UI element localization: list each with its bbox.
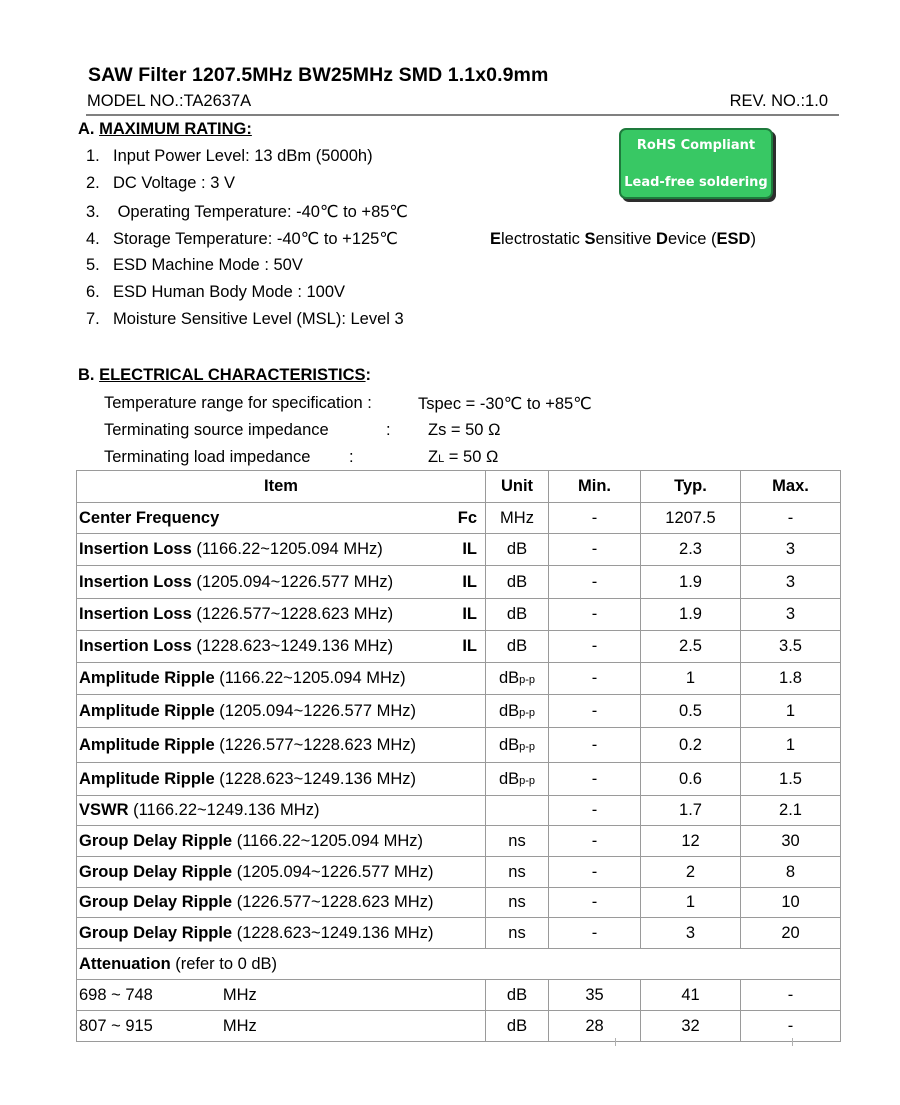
- header-unit: Unit: [486, 471, 549, 503]
- rohs-compliant-label: RoHS Compliant: [636, 138, 756, 153]
- load-impedance-label: Terminating load impedance: [104, 448, 311, 466]
- section-a-prefix: A.: [78, 120, 100, 138]
- table-row: Group Delay Ripple (1226.577~1228.623 MHz) ns - 1 10: [77, 888, 841, 918]
- parameter-symbol: Fc: [457, 508, 477, 527]
- list-item: 3. Operating Temperature: -40℃ to +85℃: [86, 203, 408, 221]
- parameter-symbol: IL: [462, 572, 477, 591]
- table-row: VSWR (1166.22~1249.136 MHz) - 1.7 2.1: [77, 796, 841, 826]
- table-row: Insertion Loss (1226.577~1228.623 MHz) IL dB - 1.9 3: [77, 599, 841, 631]
- attenuation-body: [77, 949, 841, 1042]
- table-row: Insertion Loss (1205.094~1226.577 MHz) IL dB - 1.9 3: [77, 566, 841, 599]
- attenuation-note: (refer to 0 dB): [170, 954, 278, 973]
- section-a-title: MAXIMUM RATING:: [99, 120, 252, 138]
- load-impedance-sep: :: [349, 448, 354, 466]
- table-row: 807 ~ 915 MHz dB 28 32 -: [77, 1011, 841, 1042]
- parameter-symbol: IL: [462, 637, 477, 655]
- table-row: Amplitude Ripple (1228.623~1249.136 MHz) dBp-p - 0.6 1.5: [77, 763, 841, 796]
- parameter-symbol: IL: [462, 540, 477, 558]
- table-row: Insertion Loss (1166.22~1205.094 MHz) IL dB - 2.3 3: [77, 534, 841, 566]
- load-impedance-value: ZL = 50 Ω: [428, 448, 499, 466]
- footer-tick: [792, 1038, 793, 1046]
- table-row: Group Delay Ripple (1205.094~1226.577 MHz) ns - 2 8: [77, 857, 841, 888]
- header-typ: Typ.: [641, 471, 741, 503]
- header-max: Max.: [741, 471, 841, 503]
- section-a-heading: [78, 120, 252, 139]
- table-row: Group Delay Ripple (1166.22~1205.094 MHz) ns - 12 30: [77, 826, 841, 857]
- revision-number: REV. NO.:1.0: [729, 92, 828, 110]
- footer-tick: [615, 1038, 616, 1046]
- list-item: 1. Input Power Level: 13 dBm (5000h): [86, 147, 373, 165]
- header-divider: [86, 114, 839, 116]
- temp-range-label: Temperature range for specification :: [104, 394, 372, 412]
- list-item: 6. ESD Human Body Mode : 100V: [86, 283, 346, 301]
- temp-range-value: Tspec = -30℃ to +85℃: [418, 395, 592, 413]
- document-title: SAW Filter 1207.5MHz BW25MHz SMD 1.1x0.9mm: [88, 64, 549, 86]
- table-body: [77, 503, 841, 949]
- section-b-heading: B. ELECTRICAL CHARACTERISTICS:: [78, 366, 372, 384]
- electrical-characteristics-table: [76, 470, 841, 1042]
- list-item: 4. Storage Temperature: -40℃ to +125℃: [86, 230, 398, 248]
- source-impedance-label: Terminating source impedance: [104, 421, 329, 439]
- table-row: Amplitude Ripple (1166.22~1205.094 MHz) dBp-p - 1 1.8: [77, 663, 841, 695]
- source-impedance-value: Zs = 50 Ω: [428, 421, 501, 439]
- lead-free-label: Lead-free soldering: [624, 175, 768, 190]
- attenuation-title: Attenuation: [79, 954, 171, 973]
- table-row: Insertion Loss (1228.623~1249.136 MHz) IL dB - 2.5 3.5: [77, 631, 841, 663]
- parameter-symbol: IL: [462, 605, 477, 623]
- table-row: Amplitude Ripple (1226.577~1228.623 MHz) dBp-p - 0.2 1: [77, 728, 841, 763]
- attenuation-header-row: [77, 949, 841, 980]
- table-row: Group Delay Ripple (1228.623~1249.136 MHz) ns - 3 20: [77, 918, 841, 949]
- model-number: MODEL NO.:TA2637A: [87, 92, 252, 110]
- rohs-badge: [619, 128, 773, 199]
- list-item: 2. DC Voltage : 3 V: [86, 174, 235, 192]
- list-item: 7. Moisture Sensitive Level (MSL): Level 3: [86, 310, 404, 328]
- header-min: Min.: [549, 471, 641, 503]
- table-row: Center Frequency Fc MHz - 1207.5 -: [77, 503, 841, 534]
- table-row: 698 ~ 748 MHz dB 35 41 -: [77, 980, 841, 1011]
- header-item: Item: [77, 471, 486, 503]
- table-header-row: [77, 471, 841, 503]
- source-impedance-sep: :: [386, 421, 391, 439]
- table-row: Amplitude Ripple (1205.094~1226.577 MHz) dBp-p - 0.5 1: [77, 695, 841, 728]
- list-item: 5. ESD Machine Mode : 50V: [86, 256, 303, 274]
- esd-notice: Electrostatic Sensitive Device (ESD): [490, 230, 756, 248]
